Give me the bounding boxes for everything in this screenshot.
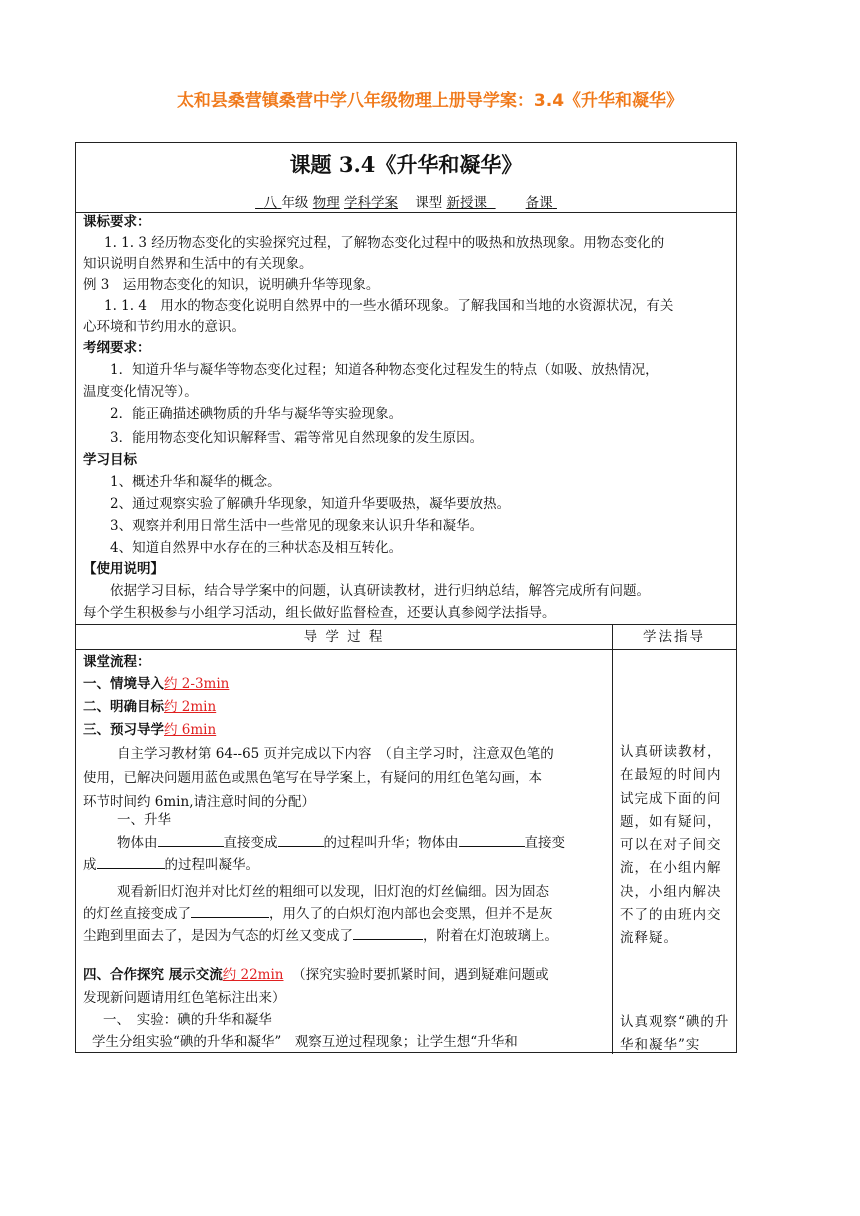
subject-value: 物理 — [312, 195, 340, 211]
curriculum-line: 例 3 运用物态变化的知识，说明碘升华等现象。 — [83, 277, 380, 293]
bulb-line: 观看新旧灯泡并对比灯丝的粗细可以发现，旧灯泡的灯丝偏细。因为固态 — [117, 884, 549, 900]
case-label: 学科学案 — [344, 195, 399, 211]
document-title: 太和县桑营镇桑营中学八年级物理上册导学案：3.4《升华和凝华》 — [176, 91, 684, 111]
preview-line: 环节时间约 6min,请注意时间的分配） — [83, 794, 315, 810]
lesson-sheet — [75, 142, 737, 1053]
flow-step — [83, 719, 729, 741]
curriculum-line: 知识说明自然界和生活中的有关现象。 — [83, 256, 313, 272]
grade-suffix: 年级 — [281, 195, 309, 211]
blank-field[interactable] — [278, 832, 324, 847]
blank-field[interactable] — [191, 903, 269, 918]
experiment-line: 学生分组实验“碘的升华和凝华” 观察互逆过程现象；让学生想“升华和 — [92, 1034, 518, 1050]
guide-column-header: 学法指导 — [643, 629, 705, 645]
flow-step — [83, 696, 729, 718]
exam-line: 温度变化情况等）。 — [83, 384, 198, 400]
exam-line: 2．能正确描述碘物质的升华与凝华等实验现象。 — [110, 406, 403, 422]
blank-field[interactable] — [459, 832, 525, 847]
flow-step-time: 约 2min — [164, 699, 217, 715]
curriculum-line: 心环境和节约用水的意识。 — [83, 319, 245, 335]
process-column-header: 导 学 过 程 — [303, 629, 385, 645]
guide-text: 认真观察“碘的升华和凝华”实 — [620, 1014, 730, 1054]
lesson-subtitle — [76, 191, 736, 211]
type-value: 新授课 — [446, 195, 487, 211]
flow-step-label: 二、明确目标 — [83, 699, 164, 715]
bulb-line: 的灯丝直接变成了 ，用久了的白炽灯泡内部也会变黑，但并不是灰 — [83, 903, 729, 925]
flow-step-time: 约 6min — [164, 722, 217, 738]
coop-note: 发现新问题请用红色笔标注出来） — [83, 990, 286, 1006]
goal-item: 2、通过观察实验了解碘升华现象，知道升华要吸热，凝华要放热。 — [110, 496, 511, 512]
blank-field[interactable] — [97, 854, 165, 869]
flow-step-label: 一、情境导入 — [83, 676, 164, 692]
flow-heading: 课堂流程： — [83, 654, 151, 670]
coop-line: 四、合作探究 展示交流约 22min （探究实验时要抓紧时间，遇到疑难问题或 — [83, 967, 549, 983]
lesson-title: 课题 3.4《升华和凝华》 — [289, 152, 523, 177]
fill-line: 成 的过程叫凝华。 — [83, 854, 729, 876]
goals-heading: 学习目标 — [83, 452, 137, 468]
fill-line: 物体由 直接变成 的过程叫升华；物体由 直接变 — [117, 832, 729, 854]
goal-item: 1、概述升华和凝华的概念。 — [110, 474, 281, 490]
curriculum-heading: 课标要求： — [83, 214, 151, 230]
curriculum-line: 1. 1. 4 用水的物态变化说明自然界中的一些水循环现象。了解我国和当地的水资源状况，有关 — [104, 298, 674, 314]
goal-item: 3、观察并利用日常生活中一些常见的现象来认识升华和凝华。 — [110, 518, 484, 534]
usage-line: 每个学生积极参与小组学习活动，组长做好监督检查，还要认真参阅学法指导。 — [83, 605, 556, 621]
exam-line: 3．能用物态变化知识解释雪、霜等常见自然现象的发生原因。 — [110, 430, 484, 446]
usage-heading: 【使用说明】 — [83, 561, 164, 577]
blank-field[interactable] — [353, 925, 423, 940]
flow-step — [83, 673, 729, 695]
divider — [76, 649, 736, 650]
flow-step-label: 三、预习导学 — [83, 722, 164, 738]
grade-value: 八 — [263, 195, 278, 211]
exam-line: 1．知道升华与凝华等物态变化过程；知道各种物态变化过程发生的特点（如吸、放热情况， — [110, 362, 659, 378]
curriculum-line: 1. 1. 3 经历物态变化的实验探究过程，了解物态变化过程中的吸热和放热现象。用物态变化的 — [104, 235, 665, 251]
preview-line: 自主学习教材第 64--65 页并完成以下内容 （自主学习时，注意双色笔的 — [117, 746, 554, 762]
experiment-heading: 一、 实验：碘的升华和凝华 — [103, 1012, 272, 1028]
bulb-line: 尘跑到里面去了，是因为气态的灯丝又变成了 ，附着在灯泡玻璃上。 — [83, 925, 729, 947]
exam-heading: 考纲要求： — [83, 340, 151, 356]
type-label: 课型 — [415, 195, 443, 211]
blank-field[interactable] — [158, 832, 224, 847]
prep-label: 备课 — [525, 195, 553, 211]
sublimation-heading: 一、升华 — [117, 812, 171, 828]
goal-item: 4、知道自然界中水存在的三种状态及相互转化。 — [110, 540, 403, 556]
flow-step-time: 约 2-3min — [164, 676, 230, 692]
preview-line: 使用，已解决问题用蓝色或黑色笔写在导学案上，有疑问的用红色笔勾画，本 — [83, 770, 542, 786]
guide-text: 认真研读教材，在最短的时间内试完成下面的问题，如有疑问，可以在对子间交流，在小组内解决，小组内解决不了的由班内交流释疑。 — [620, 744, 722, 947]
usage-line: 依据学习目标，结合导学案中的问题，认真研读教材，进行归纳总结，解答完成所有问题。 — [110, 583, 650, 599]
